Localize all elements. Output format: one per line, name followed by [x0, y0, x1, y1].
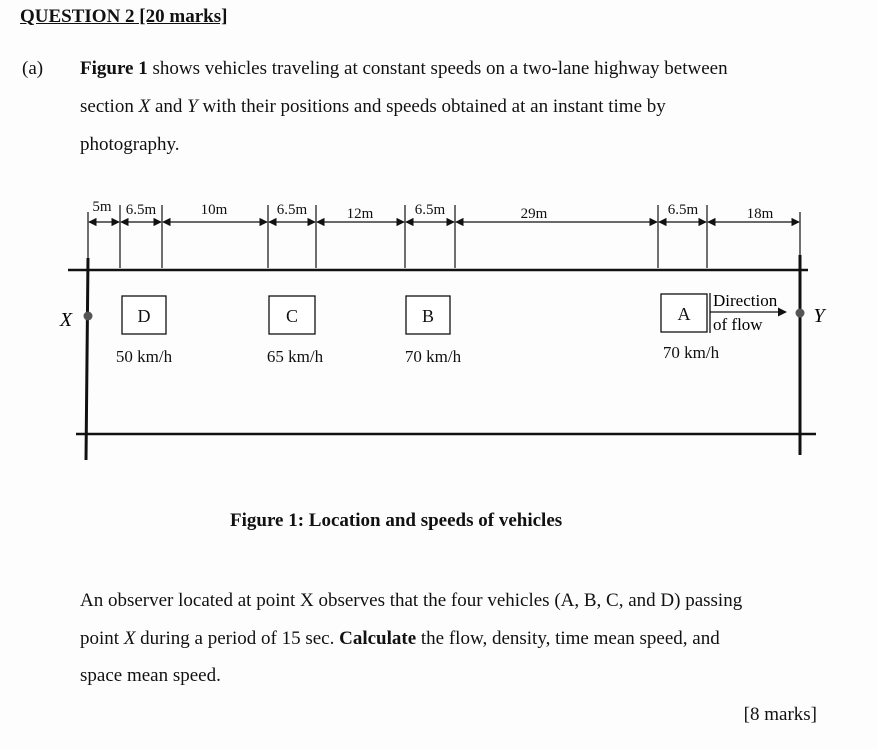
- dist-label: 5m: [92, 199, 112, 215]
- dist-label: 6.5m: [276, 202, 308, 218]
- body-line-2-post: the flow, density, time mean speed, and: [416, 628, 720, 649]
- vehicle-b-label: B: [421, 306, 435, 326]
- intro-line-3: photography.: [80, 134, 180, 155]
- var-y: Y: [187, 96, 198, 117]
- highway-figure: [0, 180, 877, 470]
- question-title: QUESTION 2 [20 marks]: [20, 6, 228, 27]
- point-y-label: Y: [813, 305, 825, 327]
- marks-allocation: [8 marks]: [743, 704, 817, 725]
- point-y-marker: [796, 309, 805, 318]
- direction-label-line2: of flow: [713, 315, 763, 334]
- vehicle-d-speed: 50 km/h: [115, 347, 173, 366]
- intro-line-2-mid: and: [150, 96, 188, 117]
- dist-label: 10m: [200, 202, 228, 218]
- intro-line-2-post: with their positions and speeds obtained at an instant time by: [197, 96, 666, 117]
- direction-label-line1: Direction: [713, 291, 778, 310]
- body-line-2-mid: during a period of 15 sec.: [135, 628, 340, 649]
- dist-label: 29m: [520, 206, 548, 222]
- point-x-label: X: [59, 309, 73, 331]
- dist-label: 18m: [746, 206, 774, 222]
- dist-label: 6.5m: [125, 202, 157, 218]
- dist-label: 6.5m: [667, 202, 699, 218]
- direction-of-flow: [710, 291, 786, 334]
- intro-line-2-pre: section: [80, 96, 139, 117]
- vehicle-a-speed: 70 km/h: [662, 343, 720, 362]
- point-x-marker: [84, 312, 93, 321]
- vehicle-c-speed: 65 km/h: [266, 347, 324, 366]
- figure-caption: Figure 1: Location and speeds of vehicles: [230, 510, 563, 531]
- vehicle-d-label: D: [137, 306, 151, 326]
- var-x: X: [138, 96, 151, 117]
- var-x: X: [123, 628, 136, 649]
- intro-line-1: [80, 58, 728, 80]
- dist-label: 12m: [346, 206, 374, 222]
- figure-ref: Figure 1: [80, 58, 148, 79]
- intro-line-2: [80, 96, 666, 118]
- calculate-keyword: Calculate: [339, 628, 417, 649]
- body-line-1: An observer located at point X observes that the four vehicles (A, B, C, and D) passing: [80, 590, 743, 611]
- dist-label: 6.5m: [414, 202, 446, 218]
- body-line-2-pre: point: [80, 628, 124, 649]
- part-label: (a): [22, 58, 44, 79]
- vehicle-b-speed: 70 km/h: [404, 347, 462, 366]
- vehicle-a-label: A: [677, 304, 691, 324]
- intro-line-1-text: shows vehicles traveling at constant speeds on a two-lane highway between: [147, 58, 728, 79]
- vehicle-c-label: C: [285, 306, 299, 326]
- body-line-2: [80, 628, 720, 650]
- body-line-3: space mean speed.: [80, 665, 221, 686]
